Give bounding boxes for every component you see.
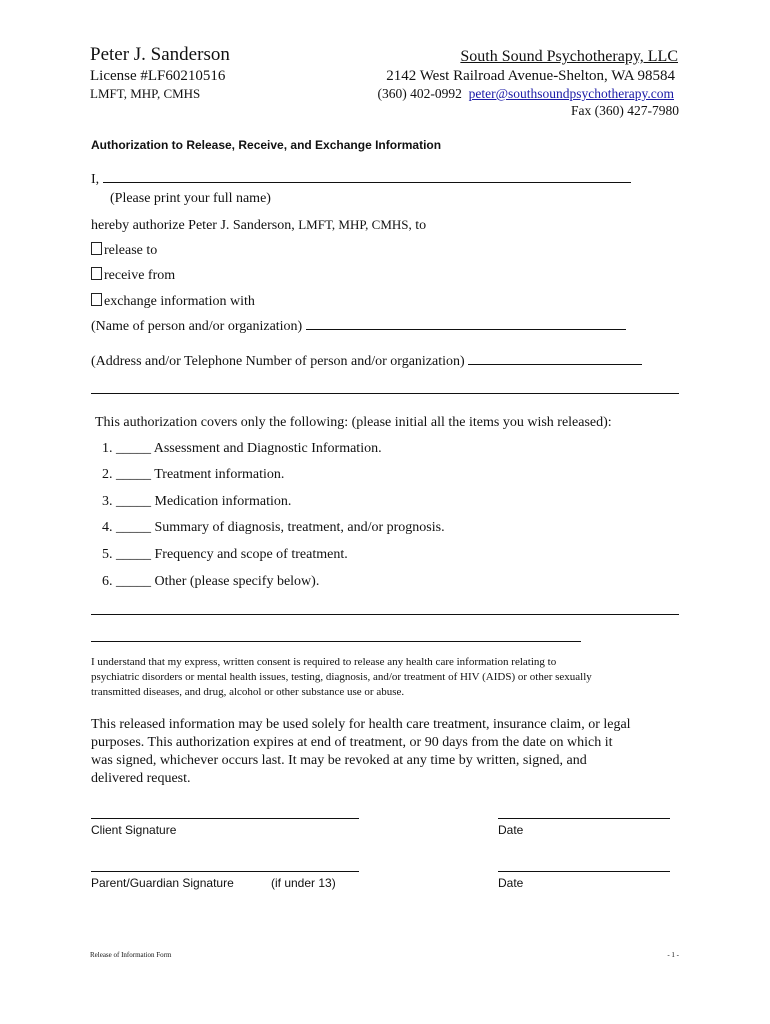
client-signature-field[interactable] bbox=[91, 818, 359, 819]
option-exchange-with[interactable] bbox=[91, 293, 255, 310]
contact-line bbox=[377, 86, 674, 102]
license-number: License #LF60210516 bbox=[90, 68, 226, 84]
item-initial-blank[interactable]: _____ bbox=[116, 574, 151, 589]
item-number: 4. bbox=[102, 520, 113, 535]
practice-phone: (360) 402-0992 bbox=[377, 86, 462, 101]
person-name-label: (Name of person and/or organization) bbox=[91, 319, 303, 334]
usage-line: purposes. This authorization expires at end of treatment, or 90 days from the date on which it bbox=[91, 735, 613, 750]
form-title: Authorization to Release, Receive, and Exchange Information bbox=[91, 138, 442, 152]
guardian-signature-field[interactable] bbox=[91, 871, 359, 872]
client-date-field[interactable] bbox=[498, 818, 670, 819]
item-number: 3. bbox=[102, 494, 113, 509]
item-text: Other (please specify below). bbox=[154, 574, 320, 589]
practice-fax: Fax (360) 427-7980 bbox=[571, 103, 679, 118]
consent-line: I understand that my express, written consent is required to release any health care information relating to bbox=[91, 656, 557, 668]
address-row bbox=[91, 354, 642, 370]
print-name-hint: (Please print your full name) bbox=[110, 191, 271, 206]
authorize-prefix: hereby authorize Peter J. Sanderson, bbox=[91, 218, 295, 233]
release-to-checkbox[interactable] bbox=[91, 242, 102, 255]
usage-line: was signed, whichever occurs last. It may be revoked at any time by written, signed, and bbox=[91, 753, 587, 768]
practice-address: 2142 West Railroad Avenue-Shelton, WA 98584 bbox=[386, 68, 675, 84]
other-specify-line-2[interactable] bbox=[91, 641, 581, 642]
client-date-label: Date bbox=[498, 823, 524, 837]
guardian-date-label: Date bbox=[498, 876, 524, 890]
option-release-to[interactable] bbox=[91, 242, 157, 259]
consent-statement bbox=[91, 655, 592, 700]
authorize-line bbox=[91, 217, 426, 234]
i-label: I, bbox=[91, 172, 100, 187]
full-name-row bbox=[91, 172, 631, 188]
item-text: Summary of diagnosis, treatment, and/or prognosis. bbox=[154, 520, 445, 535]
item-text: Assessment and Diagnostic Information. bbox=[153, 441, 382, 456]
item-number: 1. bbox=[102, 441, 113, 456]
usage-line: delivered request. bbox=[91, 771, 191, 786]
consent-line: psychiatric disorders or mental health issues, testing, diagnosis, and/or treatment of HIV (AIDS) or other sexually bbox=[91, 671, 592, 683]
item-initial-blank[interactable]: _____ bbox=[116, 547, 151, 562]
address-field-line-2[interactable] bbox=[91, 393, 679, 394]
guardian-date-field[interactable] bbox=[498, 871, 670, 872]
person-name-field[interactable] bbox=[306, 328, 626, 330]
authorize-credentials: LMFT, MHP, CMHS, bbox=[298, 217, 412, 232]
item-text: Frequency and scope of treatment. bbox=[154, 547, 348, 562]
item-initial-blank[interactable]: _____ bbox=[116, 494, 151, 509]
item-row[interactable] bbox=[102, 547, 348, 563]
item-row[interactable] bbox=[102, 574, 319, 590]
covers-text: This authorization covers only the following: (please initial all the items you wish released): bbox=[95, 415, 612, 430]
item-number: 2. bbox=[102, 467, 113, 482]
full-name-field[interactable] bbox=[103, 181, 631, 183]
item-number: 6. bbox=[102, 574, 113, 589]
therapist-credentials: LMFT, MHP, CMHS bbox=[90, 86, 201, 101]
item-initial-blank[interactable]: _____ bbox=[116, 441, 151, 456]
item-initial-blank[interactable]: _____ bbox=[116, 520, 151, 535]
footer-page-number: - 1 - bbox=[667, 951, 679, 959]
authorize-to: to bbox=[415, 218, 427, 233]
item-text: Treatment information. bbox=[154, 467, 285, 482]
guardian-signature-label: Parent/Guardian Signature bbox=[91, 876, 234, 890]
item-text: Medication information. bbox=[154, 494, 292, 509]
item-number: 5. bbox=[102, 547, 113, 562]
therapist-name: Peter J. Sanderson bbox=[90, 44, 230, 65]
consent-line: transmitted diseases, and drug, alcohol or other substance use or abuse. bbox=[91, 686, 405, 698]
option-label: release to bbox=[104, 243, 158, 258]
address-field[interactable] bbox=[468, 363, 642, 365]
item-row[interactable] bbox=[102, 494, 291, 510]
practice-name: South Sound Psychotherapy, LLC bbox=[460, 48, 678, 65]
usage-line: This released information may be used solely for health care treatment, insurance claim, or legal bbox=[91, 717, 631, 732]
person-name-row bbox=[91, 319, 626, 335]
receive-from-checkbox[interactable] bbox=[91, 267, 102, 280]
item-row[interactable] bbox=[102, 467, 284, 483]
practice-email-link[interactable]: peter@southsoundpsychotherapy.com bbox=[468, 86, 674, 101]
footer-form-name: Release of Information Form bbox=[90, 951, 172, 959]
item-row[interactable] bbox=[102, 441, 382, 457]
client-signature-label: Client Signature bbox=[91, 823, 177, 837]
option-receive-from[interactable] bbox=[91, 267, 175, 284]
option-label: receive from bbox=[104, 268, 176, 283]
exchange-checkbox[interactable] bbox=[91, 293, 102, 306]
item-initial-blank[interactable]: _____ bbox=[116, 467, 151, 482]
option-label: exchange information with bbox=[104, 294, 255, 309]
item-row[interactable] bbox=[102, 520, 445, 536]
under-13-note: (if under 13) bbox=[271, 876, 336, 890]
other-specify-line-1[interactable] bbox=[91, 614, 679, 615]
usage-statement bbox=[91, 716, 631, 788]
address-label: (Address and/or Telephone Number of person and/or organization) bbox=[91, 354, 465, 369]
